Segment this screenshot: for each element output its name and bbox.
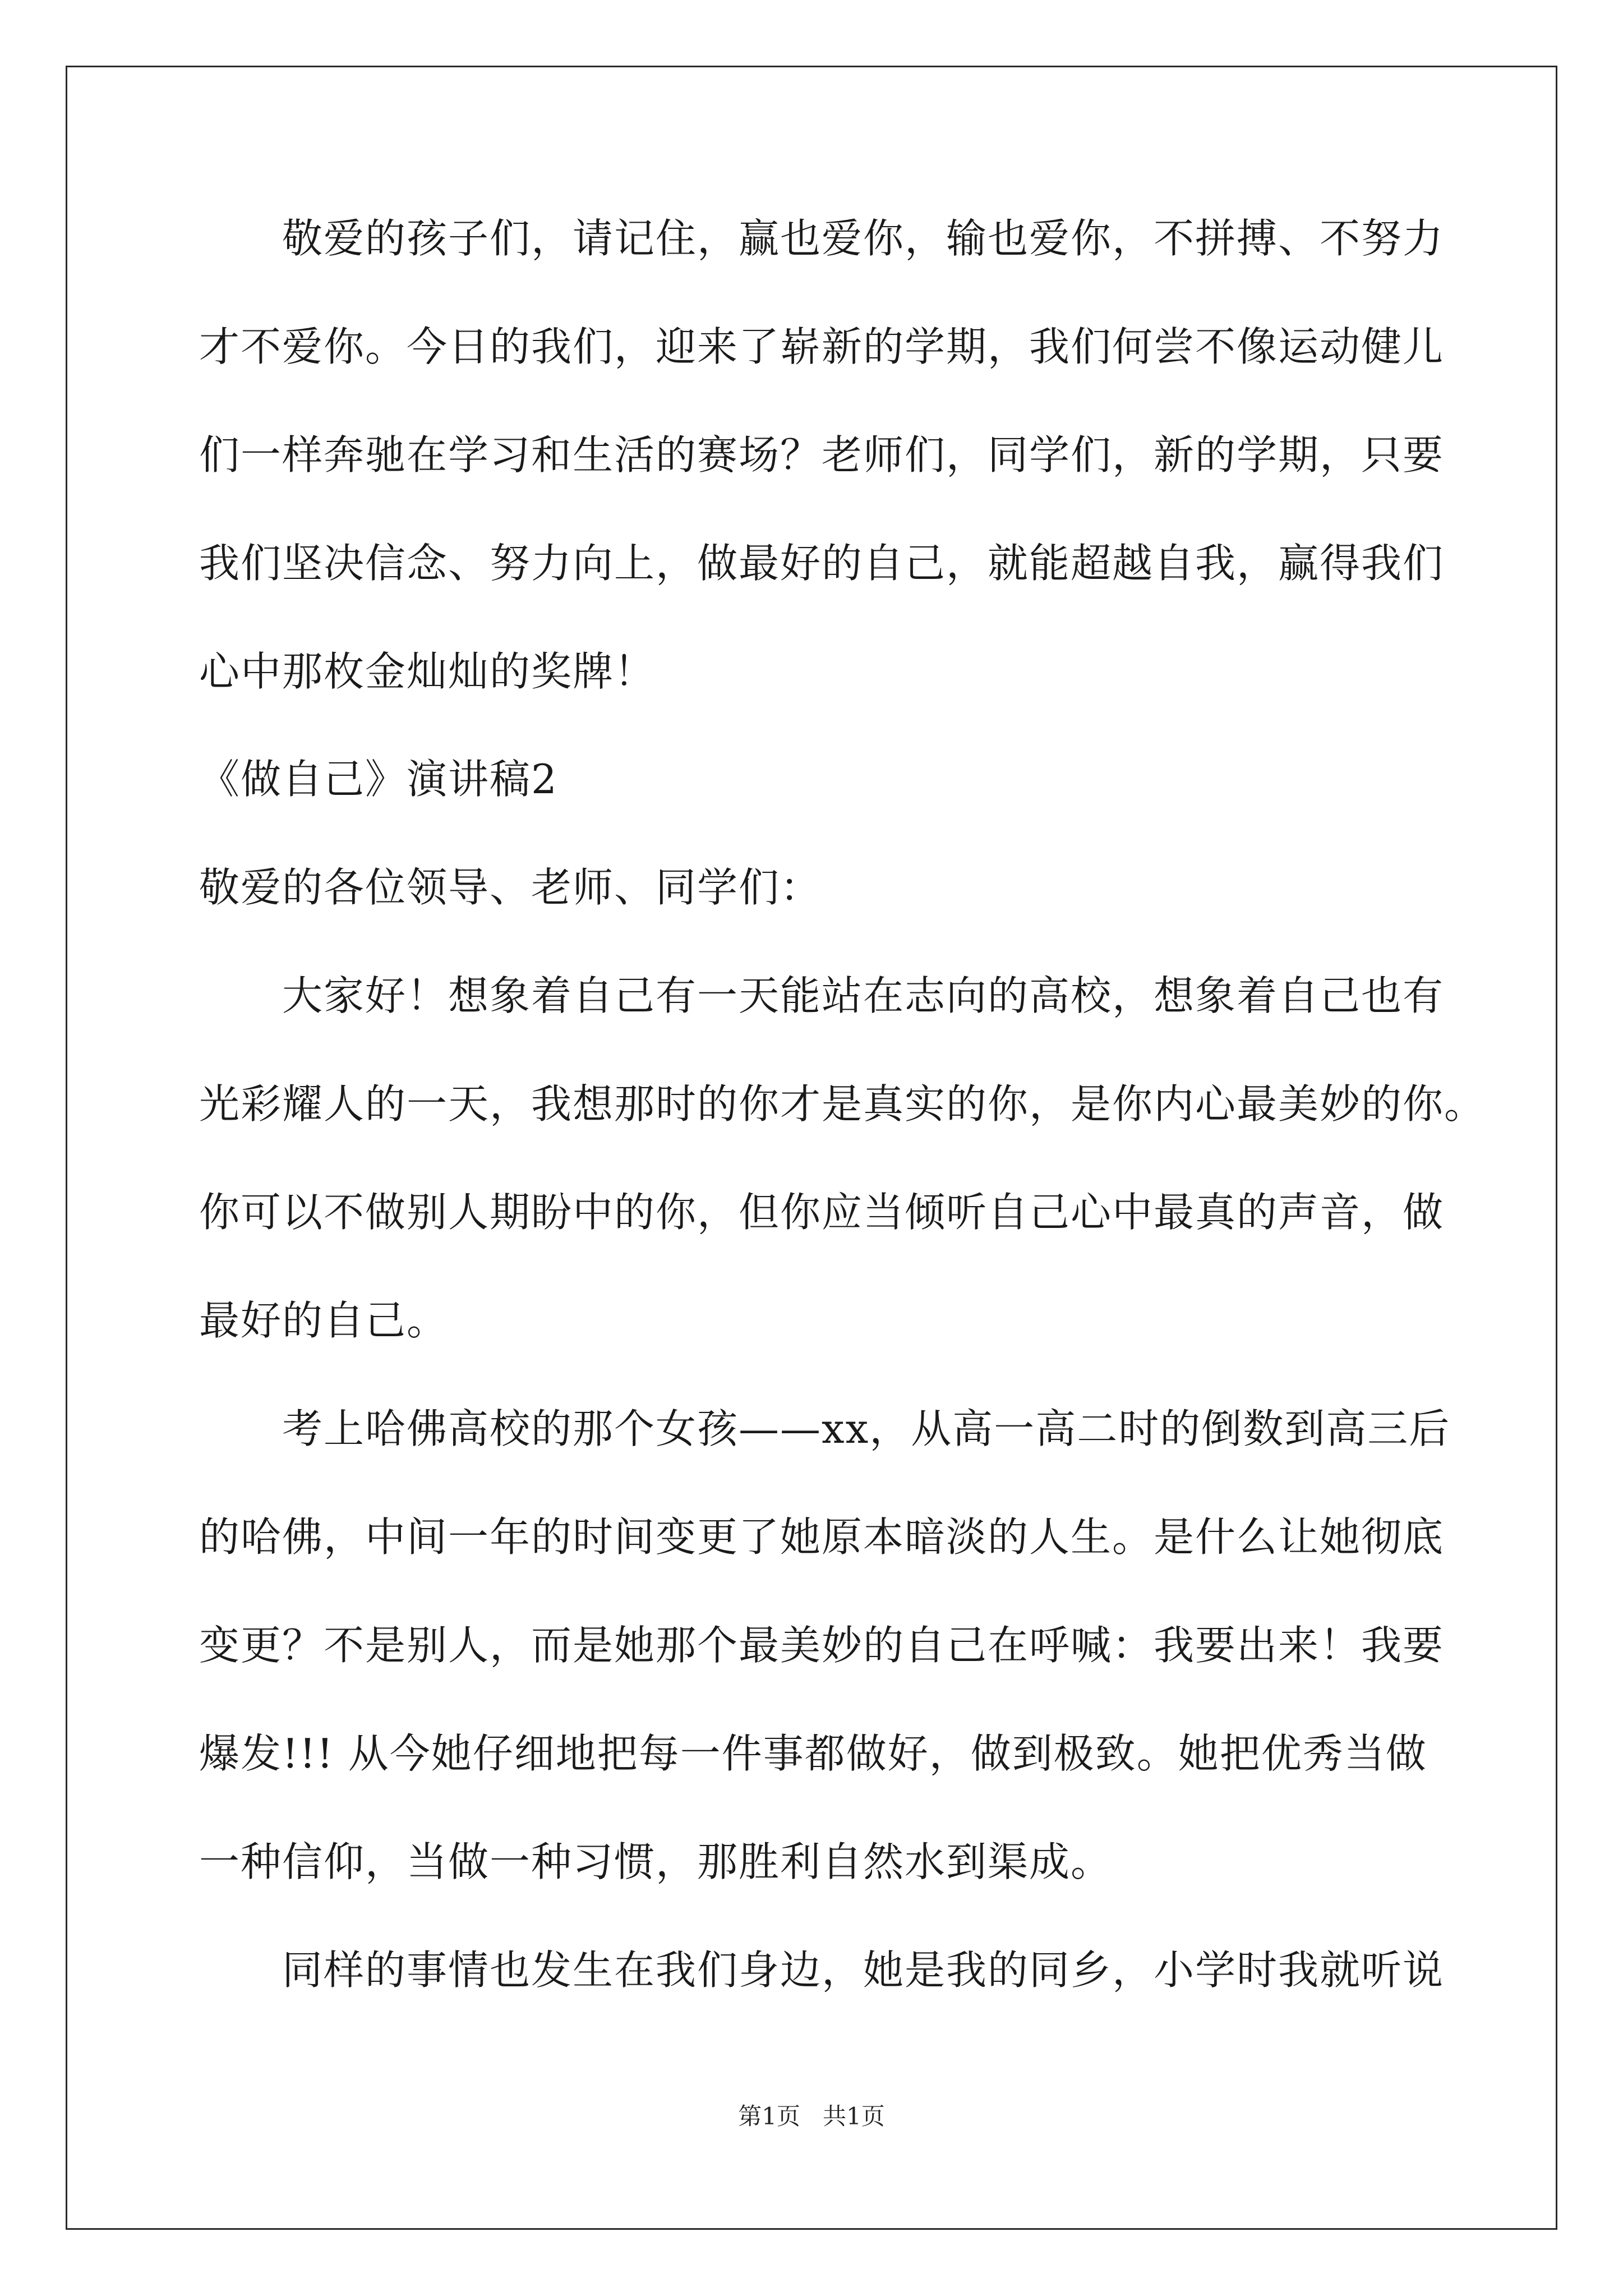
- text-line: 变更？不是别人，而是她那个最美妙的自己在呼喊：我要出来！我要: [199, 1622, 1445, 1669]
- page-total: 共1页: [823, 2102, 885, 2130]
- text-line: 爆发!!! 从今她仔细地把每一件事都做好，做到极致。她把优秀当做: [199, 1730, 1427, 1777]
- text-line: 大家好！想象着自己有一天能站在志向的高校，想象着自己也有: [282, 972, 1445, 1019]
- page-border: [66, 66, 1557, 2230]
- section-title: 《做自己》演讲稿2: [199, 756, 558, 803]
- page-number: 第1页: [738, 2102, 800, 2130]
- text-line: 最好的自己。: [199, 1297, 449, 1344]
- text-line: 一种信仰，当做一种习惯，那胜利自然水到渠成。: [199, 1838, 1113, 1885]
- text-line: 同样的事情也发生在我们身边，她是我的同乡，小学时我就听说: [282, 1947, 1445, 1994]
- text-line: 敬爱的孩子们，请记住，赢也爱你，输也爱你，不拼搏、不努力: [282, 215, 1445, 262]
- text-line: 们一样奔驰在学习和生活的赛场？老师们，同学们，新的学期，只要: [199, 431, 1445, 478]
- text-line: 我们坚决信念、努力向上，做最好的自己，就能超越自我，赢得我们: [199, 540, 1445, 587]
- text-line: 心中那枚金灿灿的奖牌！: [199, 648, 656, 695]
- text-line: 才不爱你。今日的我们，迎来了崭新的学期，我们何尝不像运动健儿: [199, 323, 1445, 370]
- page-footer: [0, 2098, 1623, 2132]
- text-line: 光彩耀人的一天，我想那时的你才是真实的你，是你内心最美妙的你。: [199, 1080, 1486, 1128]
- text-line: 你可以不做别人期盼中的你，但你应当倾听自己心中最真的声音，做: [199, 1189, 1445, 1236]
- text-line: 考上哈佛高校的那个女孩——xx，从高一高二时的倒数到高三后: [282, 1405, 1451, 1452]
- text-line: 的哈佛，中间一年的时间变更了她原本暗淡的人生。是什么让她彻底: [199, 1513, 1445, 1561]
- salutation: 敬爱的各位领导、老师、同学们：: [199, 864, 822, 911]
